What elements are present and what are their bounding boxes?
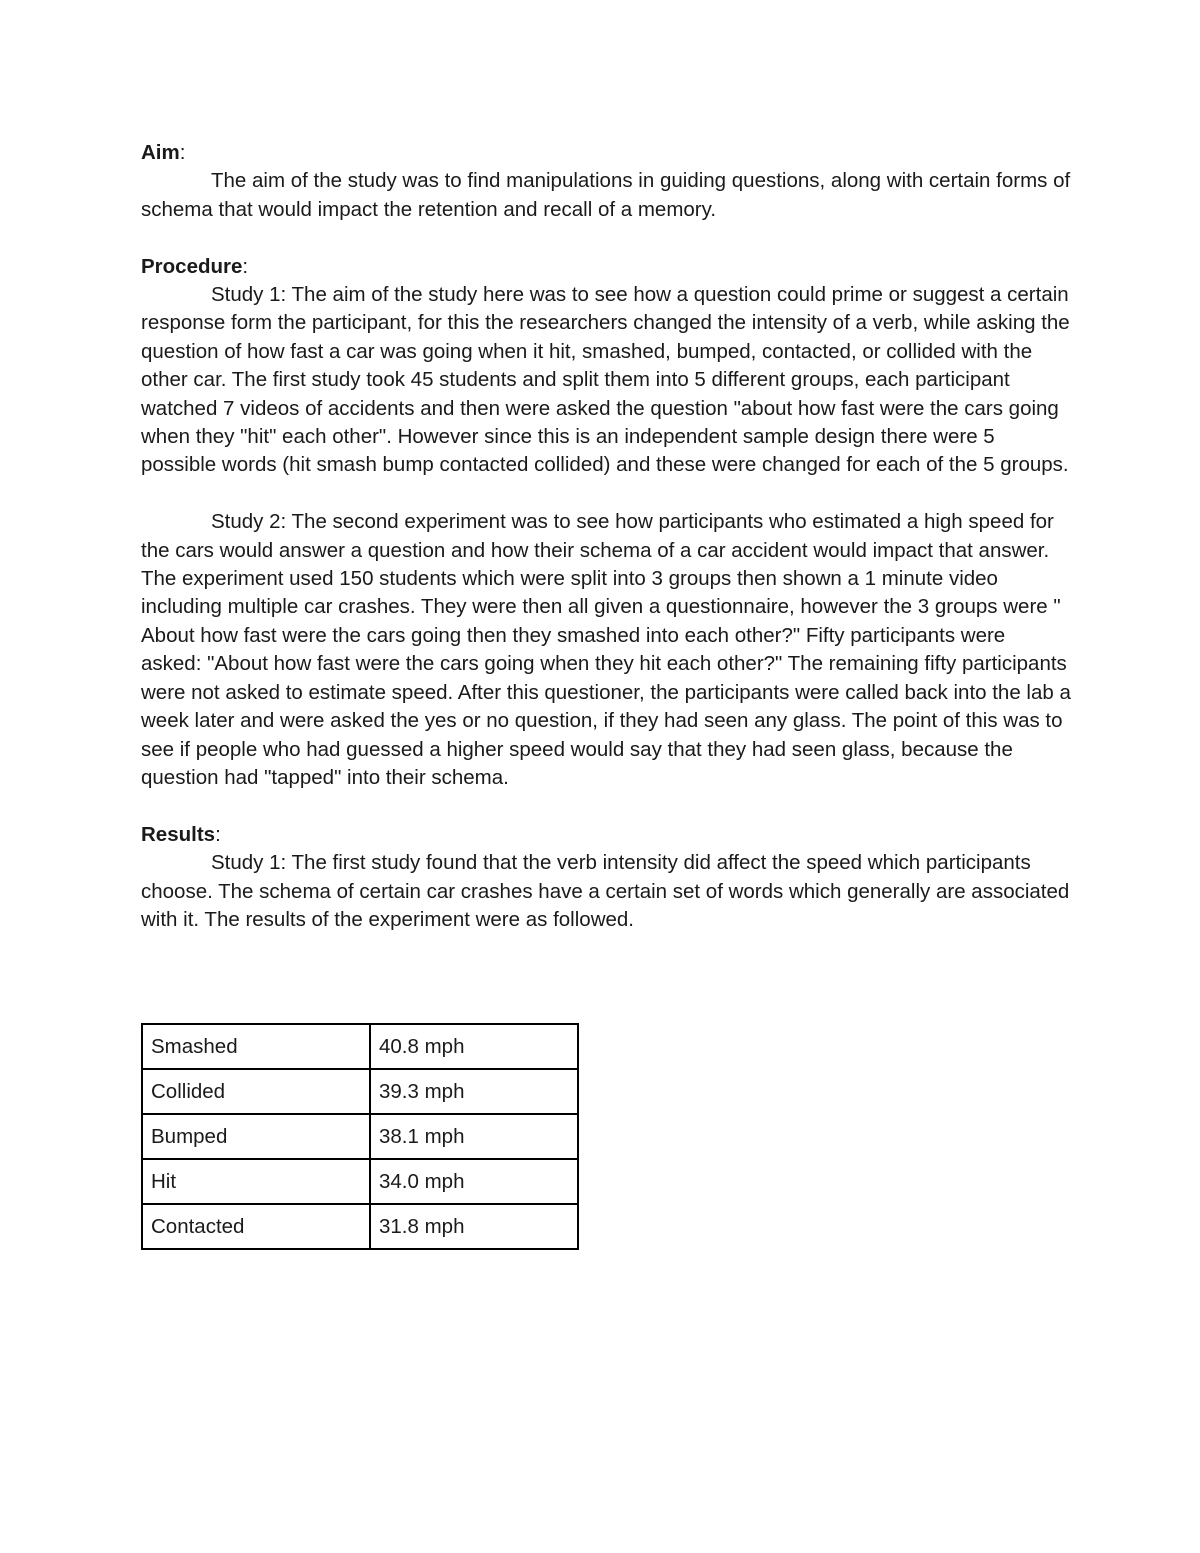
spacer <box>141 792 1071 820</box>
spacer <box>141 224 1071 252</box>
document-body <box>141 139 1071 934</box>
procedure-label: Procedure <box>141 254 243 278</box>
table-row <box>142 1114 578 1159</box>
verb-cell: Hit <box>142 1159 370 1204</box>
results-colon: : <box>215 822 221 846</box>
speed-cell: 39.3 mph <box>370 1069 578 1114</box>
aim-heading <box>141 139 1071 167</box>
results-label: Results <box>141 822 216 846</box>
procedure-colon: : <box>242 254 249 278</box>
speed-cell: 38.1 mph <box>370 1114 578 1159</box>
speed-cell: 34.0 mph <box>370 1159 578 1204</box>
speed-cell: 31.8 mph <box>370 1204 578 1249</box>
procedure-study2-paragraph: Study 2: The second experiment was to see how participants who estimated a high speed for the cars would answer a question and how their schema of a car accident would impact that answer. The experiment used 150 students which were split into 3 groups then shown a 1 minute video including multiple car crashes. They were then all given a questionnaire, however the 3 groups were " About how fast were the cars going then they smashed into each other?" Fifty participants were asked: "About how fast were the cars going when they hit each other?" The remaining fifty participants were not asked to estimate speed. After this questioner, the participants were called back into the lab a week later and were asked the yes or no question, if they had seen any glass. The point of this was to see if people who had guessed a higher speed would say that they had seen glass, because the question had "tapped" into their schema. <box>141 510 1071 789</box>
procedure-study1-paragraph: Study 1: The aim of the study here was to see how a question could prime or suggest a certain response form the participant, for this the researchers changed the intensity of a verb, while asking the question of how fast a car was going when it hit, smashed, bumped, contacted, or collided with the other car. The first study took 45 students and split them into 5 different groups, each participant watched 7 videos of accidents and then were asked the question "about how fast were the cars going when they "hit" each other". However since this is an independent sample design there were 5 possible words (hit smash bump contacted collided) and these were changed for each of the 5 groups. <box>141 283 1070 477</box>
results-table <box>141 1023 579 1250</box>
aim-paragraph: The aim of the study was to find manipulations in guiding questions, along with certain forms of schema that would impact the retention and recall of a memory. <box>141 169 1071 221</box>
verb-cell: Collided <box>142 1069 370 1114</box>
results-study1-paragraph: Study 1: The first study found that the verb intensity did affect the speed which participants choose. The schema of certain car crashes have a certain set of words which generally are associated with it. The results of the experiment were as followed. <box>141 851 1070 931</box>
procedure-heading <box>141 253 1071 281</box>
verb-cell: Smashed <box>142 1024 370 1069</box>
speed-cell: 40.8 mph <box>370 1024 578 1069</box>
table-row <box>142 1159 578 1204</box>
table-row <box>142 1069 578 1114</box>
table-row <box>142 1024 578 1069</box>
verb-cell: Contacted <box>142 1204 370 1249</box>
table-row <box>142 1204 578 1249</box>
aim-label: Aim <box>141 141 180 164</box>
results-heading <box>141 821 1071 849</box>
verb-cell: Bumped <box>142 1114 370 1159</box>
spacer <box>141 480 1071 508</box>
aim-colon: : <box>179 141 186 164</box>
